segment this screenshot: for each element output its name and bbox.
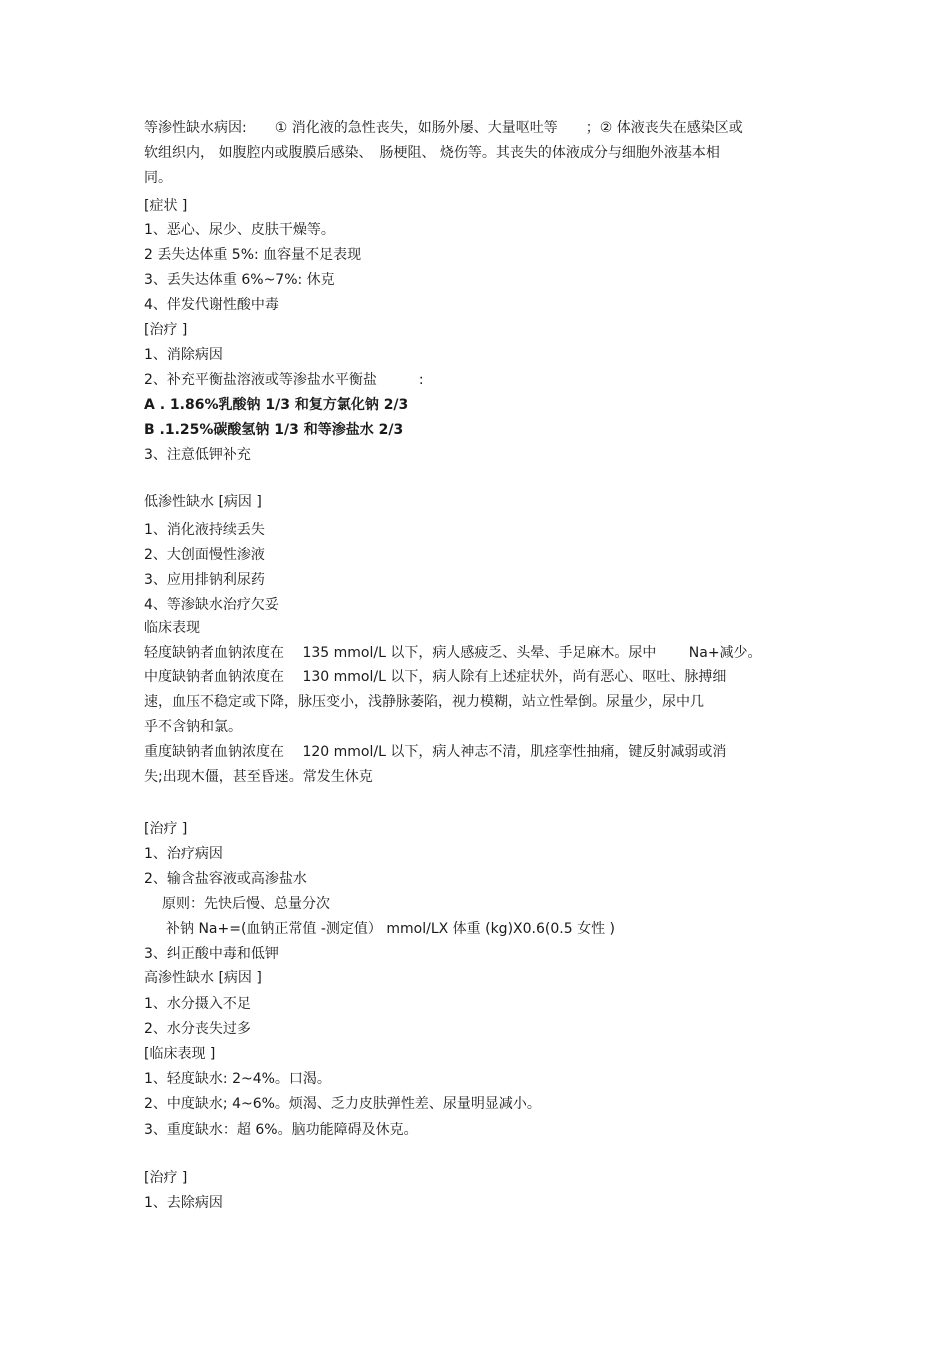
treatment-item: 1、去除病因	[144, 1195, 223, 1211]
treatment-item: 2、补充平衡盐溶液或等渗盐水平衡盐 :	[144, 372, 424, 388]
clinical-line: 1、轻度缺水: 2~4%。口渴。	[144, 1071, 331, 1087]
symptom-heading: [症状 ]	[144, 198, 188, 214]
treatment-item: 1、消除病因	[144, 347, 223, 363]
treatment-heading: [治疗 ]	[144, 322, 188, 338]
treatment-item: 3、纠正酸中毒和低钾	[144, 946, 279, 962]
treatment-heading: [治疗 ]	[144, 1170, 188, 1186]
clinical-line: 失;出现木僵，甚至昏迷。常发生休克	[144, 769, 373, 785]
hypotonic-cause-item: 1、消化液持续丢失	[144, 522, 265, 538]
hypertonic-cause-item: 2、水分丧失过多	[144, 1021, 251, 1037]
hypertonic-cause-item: 1、水分摄入不足	[144, 996, 251, 1012]
clinical-line: 2、中度缺水; 4~6%。烦渴、乏力皮肤弹性差、尿量明显减小。	[144, 1096, 541, 1112]
symptom-item: 2 丢失达体重 5%: 血容量不足表现	[144, 247, 362, 263]
treatment-item: 1、治疗病因	[144, 846, 223, 862]
clinical-heading: 临床表现	[144, 620, 200, 636]
treatment-item: B .1.25%碳酸氢钠 1/3 和等渗盐水 2/3	[144, 422, 404, 438]
hypertonic-heading: 高渗性缺水 [病因 ]	[144, 970, 262, 986]
isotonic-cause-line-3: 同。	[144, 170, 172, 186]
clinical-line: 3、重度缺水：超 6%。脑功能障碍及休克。	[144, 1122, 418, 1138]
symptom-item: 4、伴发代谢性酸中毒	[144, 297, 279, 313]
clinical-line: 速，血压不稳定或下降，脉压变小，浅静脉萎陷，视力模糊，站立性晕倒。尿量少，尿中几	[144, 694, 704, 710]
clinical-heading: [临床表现 ]	[144, 1046, 216, 1062]
clinical-line: 重度缺钠者血钠浓度在 120 mmol/L 以下，病人神志不清，肌痉挛性抽痛，键反射减弱或消	[144, 744, 727, 760]
isotonic-cause-line-2: 软组织内， 如腹腔内或腹膜后感染、 肠梗阻、 烧伤等。其丧失的体液成分与细胞外液基本相	[144, 145, 720, 161]
hypotonic-cause-item: 4、等渗缺水治疗欠妥	[144, 597, 279, 613]
clinical-line: 乎不含钠和氯。	[144, 719, 242, 735]
hypotonic-heading: 低渗性缺水 [病因 ]	[144, 494, 262, 510]
treatment-heading: [治疗 ]	[144, 821, 188, 837]
treatment-item: A . 1.86%乳酸钠 1/3 和复方氯化钠 2/3	[144, 397, 409, 413]
symptom-item: 1、恶心、尿少、皮肤干燥等。	[144, 222, 335, 238]
hypotonic-cause-item: 2、大创面慢性渗液	[144, 547, 265, 563]
sodium-formula: 补钠 Na+=(血钠正常值 -测定值） mmol/LX 体重 (kg)X0.6(0.5 女性 )	[166, 921, 615, 937]
treatment-item: 2、输含盐容液或高渗盐水	[144, 871, 307, 887]
hypotonic-cause-item: 3、应用排钠利尿药	[144, 572, 265, 588]
isotonic-cause-line-1: 等渗性缺水病因: ① 消化液的急性丧失，如肠外屡、大量呕吐等 ；② 体液丧失在感染区或	[144, 120, 743, 136]
symptom-item: 3、丢失达体重 6%~7%: 休克	[144, 272, 335, 288]
clinical-line: 中度缺钠者血钠浓度在 130 mmol/L 以下，病人除有上述症状外，尚有恶心、呕吐、脉搏细	[144, 669, 727, 685]
treatment-item: 3、注意低钾补充	[144, 447, 251, 463]
treatment-principle: 原则：先快后慢、总量分次	[162, 896, 330, 912]
clinical-line: 轻度缺钠者血钠浓度在 135 mmol/L 以下，病人感疲乏、头晕、手足麻木。尿中 Na+减少。	[144, 645, 762, 661]
